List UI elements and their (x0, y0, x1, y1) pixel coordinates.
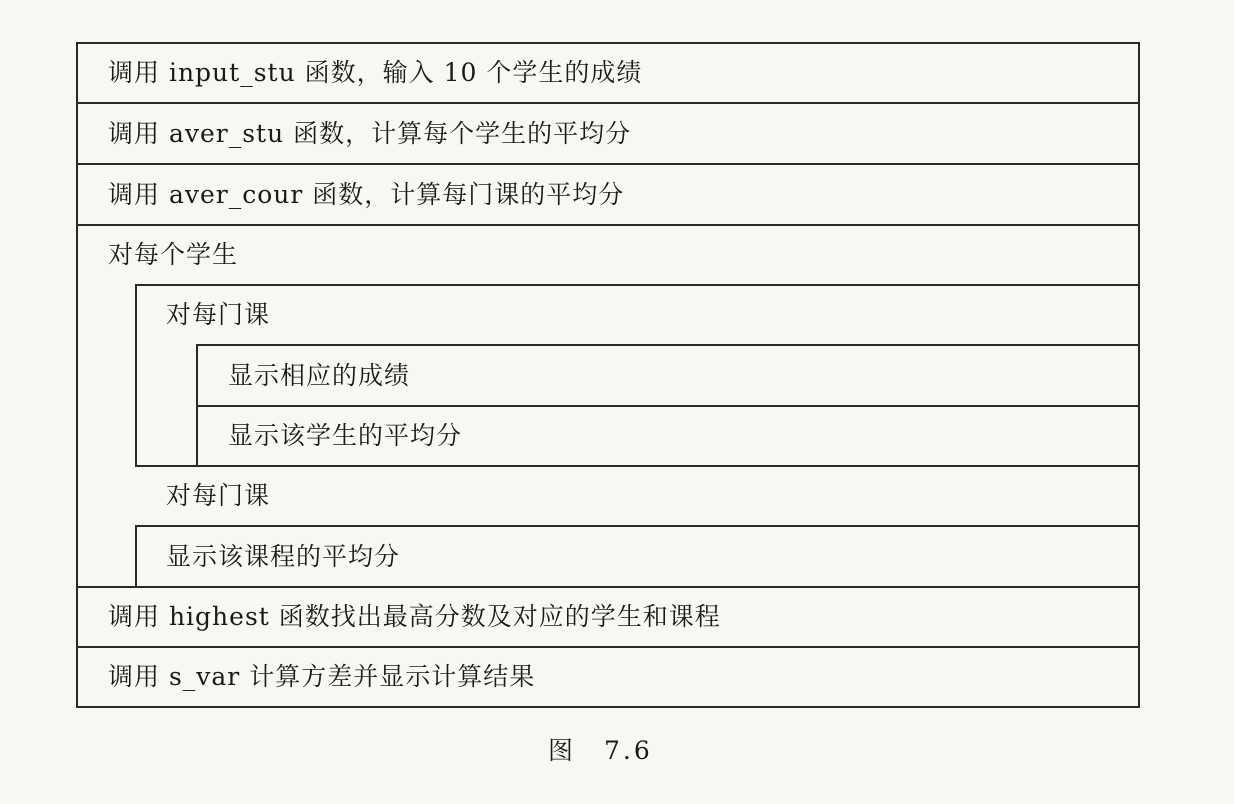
separator-2 (76, 163, 1140, 165)
show-scores: 显示相应的成绩 (228, 361, 411, 390)
separator-3 (76, 224, 1140, 226)
outer-bottom-border (76, 706, 1140, 708)
step-input-stu: 调用 input_stu 函数，输入 10 个学生的成绩 (108, 58, 643, 87)
inner-loop-indent (196, 344, 198, 467)
outer-left-border (76, 42, 78, 708)
outer-top-border (76, 42, 1140, 44)
inner-loop-label: 对每门课 (166, 300, 271, 329)
show-student-average: 显示该学生的平均分 (228, 421, 463, 450)
loop-students-body-top (135, 284, 1140, 286)
step-s-var: 调用 s_var 计算方差并显示计算结果 (108, 662, 536, 691)
step-highest: 调用 highest 函数找出最高分数及对应的学生和课程 (108, 602, 721, 631)
figure-caption: 图 7.6 (548, 736, 653, 765)
separator-final-1 (76, 586, 1140, 588)
loop-students-bottom (135, 465, 1140, 467)
loop-courses-indent (135, 525, 137, 588)
loop-students-indent (135, 284, 137, 467)
loop-courses-body-top (135, 525, 1140, 527)
loop-courses-label: 对每门课 (166, 481, 271, 510)
loop-students-label: 对每个学生 (108, 240, 239, 269)
show-course-average: 显示该课程的平均分 (166, 542, 401, 571)
inner-loop-body-top (196, 344, 1140, 346)
separator-final-2 (76, 646, 1140, 648)
step-aver-cour: 调用 aver_cour 函数，计算每门课的平均分 (108, 180, 625, 209)
separator-1 (76, 102, 1140, 104)
inner-body-separator (196, 405, 1140, 407)
outer-right-border (1138, 42, 1140, 708)
step-aver-stu: 调用 aver_stu 函数，计算每个学生的平均分 (108, 119, 632, 148)
